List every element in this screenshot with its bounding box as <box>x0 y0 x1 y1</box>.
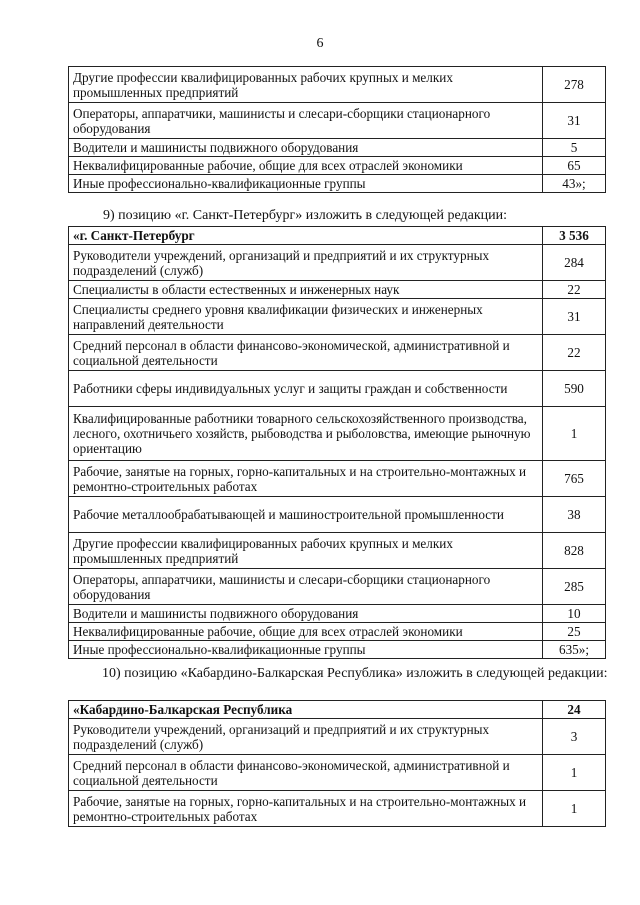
row-value: 1 <box>543 755 606 791</box>
row-value: 31 <box>543 299 606 335</box>
row-label: Неквалифицированные рабочие, общие для всех отраслей экономики <box>69 157 543 175</box>
table-row <box>69 623 606 641</box>
table-row <box>69 299 606 335</box>
row-label: Средний персонал в области финансово-экономической, административной и социальной деятельности <box>69 335 543 371</box>
row-label: Рабочие, занятые на горных, горно-капитальных и на строительно-монтажных и ремонтно-строительных работах <box>69 461 543 497</box>
row-label: Работники сферы индивидуальных услуг и защиты граждан и собственности <box>69 371 543 407</box>
table-kabardino-balkaria <box>68 700 606 827</box>
row-label: Специалисты среднего уровня квалификации физических и инженерных направлений деятельности <box>69 299 543 335</box>
table-row <box>69 407 606 461</box>
row-value: 590 <box>543 371 606 407</box>
row-value: 1 <box>543 407 606 461</box>
region-total: 3 536 <box>543 227 606 245</box>
row-value: 1 <box>543 791 606 827</box>
row-value: 38 <box>543 497 606 533</box>
row-value: 43»; <box>543 175 606 193</box>
row-value: 3 <box>543 719 606 755</box>
row-value: 22 <box>543 281 606 299</box>
row-label: Квалифицированные работники товарного сельскохозяйственного производства, лесного, охотничьего хозяйств, рыбоводства и рыболовства, имеющие рыночную ориентацию <box>69 407 543 461</box>
table-row <box>69 719 606 755</box>
table-row <box>69 755 606 791</box>
row-label: Иные профессионально-квалификационные группы <box>69 641 543 659</box>
table-row <box>69 281 606 299</box>
table-header-row <box>69 227 606 245</box>
table-row <box>69 533 606 569</box>
table-row <box>69 461 606 497</box>
row-label: Руководители учреждений, организаций и предприятий и их структурных подразделений (служб) <box>69 245 543 281</box>
row-value: 284 <box>543 245 606 281</box>
region-name: «Кабардино-Балкарская Республика <box>69 701 543 719</box>
row-value: 635»; <box>543 641 606 659</box>
row-value: 278 <box>543 67 606 103</box>
row-label: Неквалифицированные рабочие, общие для всех отраслей экономики <box>69 623 543 641</box>
paragraph-item-9: 9) позицию «г. Санкт-Петербург» изложить в следующей редакции: <box>103 208 507 223</box>
row-value: 31 <box>543 103 606 139</box>
row-value: 65 <box>543 157 606 175</box>
row-value: 10 <box>543 605 606 623</box>
row-label: Водители и машинисты подвижного оборудования <box>69 139 543 157</box>
table-row <box>69 67 606 103</box>
row-label: Операторы, аппаратчики, машинисты и слесари-сборщики стационарного оборудования <box>69 103 543 139</box>
table-row <box>69 157 606 175</box>
table-row <box>69 569 606 605</box>
row-label: Другие профессии квалифицированных рабочих крупных и мелких промышленных предприятий <box>69 67 543 103</box>
table-row <box>69 335 606 371</box>
row-value: 285 <box>543 569 606 605</box>
region-name: «г. Санкт-Петербург <box>69 227 543 245</box>
table-row <box>69 139 606 157</box>
row-value: 22 <box>543 335 606 371</box>
table-row <box>69 497 606 533</box>
table-header-row <box>69 701 606 719</box>
row-label: Другие профессии квалифицированных рабочих крупных и мелких промышленных предприятий <box>69 533 543 569</box>
row-label: Руководители учреждений, организаций и предприятий и их структурных подразделений (служб) <box>69 719 543 755</box>
row-label: Рабочие металлообрабатывающей и машиностроительной промышленности <box>69 497 543 533</box>
table-row <box>69 175 606 193</box>
table-saint-petersburg <box>68 226 606 659</box>
table-continuation <box>68 66 606 193</box>
row-label: Водители и машинисты подвижного оборудования <box>69 605 543 623</box>
row-label: Рабочие, занятые на горных, горно-капитальных и на строительно-монтажных и ремонтно-строительных работах <box>69 791 543 827</box>
row-label: Специалисты в области естественных и инженерных наук <box>69 281 543 299</box>
region-total: 24 <box>543 701 606 719</box>
table-row <box>69 791 606 827</box>
row-value: 828 <box>543 533 606 569</box>
table-row <box>69 245 606 281</box>
table-row <box>69 605 606 623</box>
paragraph-item-10: 10) позицию «Кабардино-Балкарская Республика» изложить в следующей редакции: <box>102 666 608 681</box>
row-value: 25 <box>543 623 606 641</box>
row-label: Иные профессионально-квалификационные группы <box>69 175 543 193</box>
row-label: Средний персонал в области финансово-экономической, административной и социальной деятельности <box>69 755 543 791</box>
row-value: 765 <box>543 461 606 497</box>
page-number: 6 <box>316 36 324 51</box>
table-row <box>69 371 606 407</box>
row-value: 5 <box>543 139 606 157</box>
row-label: Операторы, аппаратчики, машинисты и слесари-сборщики стационарного оборудования <box>69 569 543 605</box>
table-row <box>69 103 606 139</box>
table-row <box>69 641 606 659</box>
